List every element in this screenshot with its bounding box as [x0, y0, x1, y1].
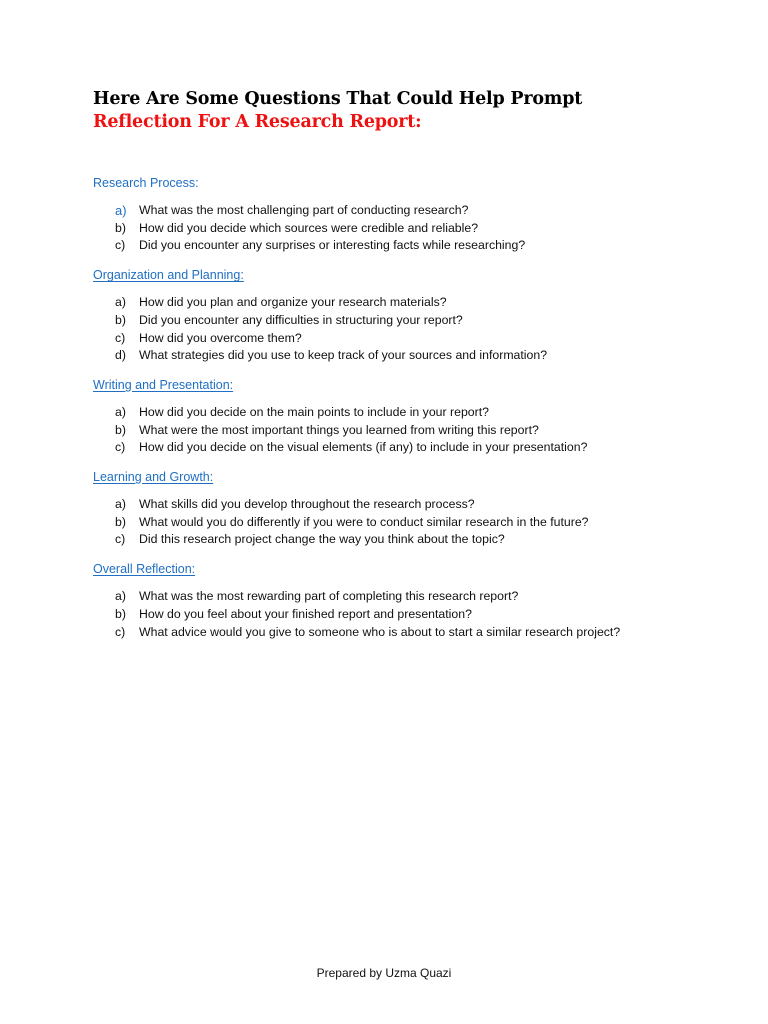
list-item	[93, 347, 733, 365]
list-item	[93, 202, 733, 220]
question-text: What was the most challenging part of conducting research?	[139, 203, 469, 217]
list-item	[93, 294, 733, 312]
section-learning-growth	[93, 468, 733, 549]
question-text: Did this research project change the way you think about the topic?	[139, 532, 505, 547]
title-line-1: Here Are Some Questions That Could Help Prompt	[93, 89, 583, 109]
list-item	[93, 422, 733, 440]
question-sections	[93, 174, 733, 652]
section-research-process	[93, 174, 733, 255]
question-list	[93, 588, 733, 641]
question-text: How did you decide on the visual elements (if any) to include in your presentation?	[139, 440, 588, 455]
question-text: What were the most important things you learned from writing this report?	[139, 422, 539, 437]
section-heading: Overall Reflection:	[93, 562, 196, 577]
question-list	[93, 404, 733, 457]
question-text: How do you feel about your finished report and presentation?	[139, 606, 472, 621]
list-marker: c)	[115, 238, 126, 253]
list-marker: c)	[115, 440, 126, 455]
section-heading: Learning and Growth:	[93, 470, 214, 485]
list-item	[93, 588, 733, 606]
section-heading: Writing and Presentation:	[93, 377, 234, 392]
list-item	[93, 330, 733, 348]
section-overall-reflection	[93, 560, 733, 641]
question-text: How did you overcome them?	[139, 330, 302, 345]
list-marker: a)	[115, 589, 126, 604]
question-list	[93, 496, 733, 549]
section-heading: Organization and Planning:	[93, 268, 244, 283]
question-text: What would you do differently if you were to conduct similar research in the future?	[139, 514, 589, 529]
list-marker: b)	[115, 514, 126, 529]
section-heading: Research Process:	[93, 176, 199, 190]
footer-credit: Prepared by Uzma Quazi	[316, 966, 452, 980]
question-list	[93, 202, 733, 255]
title-line-2: Reflection For A Research Report:	[93, 112, 422, 132]
question-text: How did you plan and organize your research materials?	[139, 295, 447, 310]
question-text: What advice would you give to someone who is about to start a similar research project?	[139, 624, 621, 639]
question-text: What strategies did you use to keep track of your sources and information?	[139, 348, 548, 363]
question-text: What was the most rewarding part of completing this research report?	[139, 589, 519, 604]
list-item	[93, 220, 733, 238]
list-marker: a)	[115, 497, 126, 512]
list-marker: a)	[115, 295, 126, 310]
list-marker: b)	[115, 606, 126, 621]
question-text: Did you encounter any surprises or interesting facts while researching?	[139, 238, 526, 253]
list-item	[93, 496, 733, 514]
question-list	[93, 294, 733, 365]
question-text: Did you encounter any difficulties in structuring your report?	[139, 312, 463, 327]
list-marker: a)	[115, 404, 126, 419]
section-writing-presentation	[93, 376, 733, 457]
list-marker: a)	[115, 203, 127, 218]
list-marker: b)	[115, 422, 126, 437]
list-marker: c)	[115, 624, 126, 639]
list-item	[93, 312, 733, 330]
list-item	[93, 404, 733, 422]
list-item	[93, 514, 733, 532]
document-title	[93, 88, 582, 134]
list-item	[93, 531, 733, 549]
list-marker: d)	[115, 348, 126, 363]
list-marker: c)	[115, 532, 126, 547]
list-marker: b)	[115, 312, 126, 327]
question-text: How did you decide which sources were credible and reliable?	[139, 220, 479, 235]
list-item	[93, 606, 733, 624]
section-organization-planning	[93, 266, 733, 365]
list-item	[93, 237, 733, 255]
question-text: How did you decide on the main points to include in your report?	[139, 404, 489, 419]
list-item	[93, 439, 733, 457]
question-text: What skills did you develop throughout the research process?	[139, 497, 475, 512]
list-marker: c)	[115, 330, 126, 345]
list-item	[93, 624, 733, 642]
list-marker: b)	[115, 220, 126, 235]
